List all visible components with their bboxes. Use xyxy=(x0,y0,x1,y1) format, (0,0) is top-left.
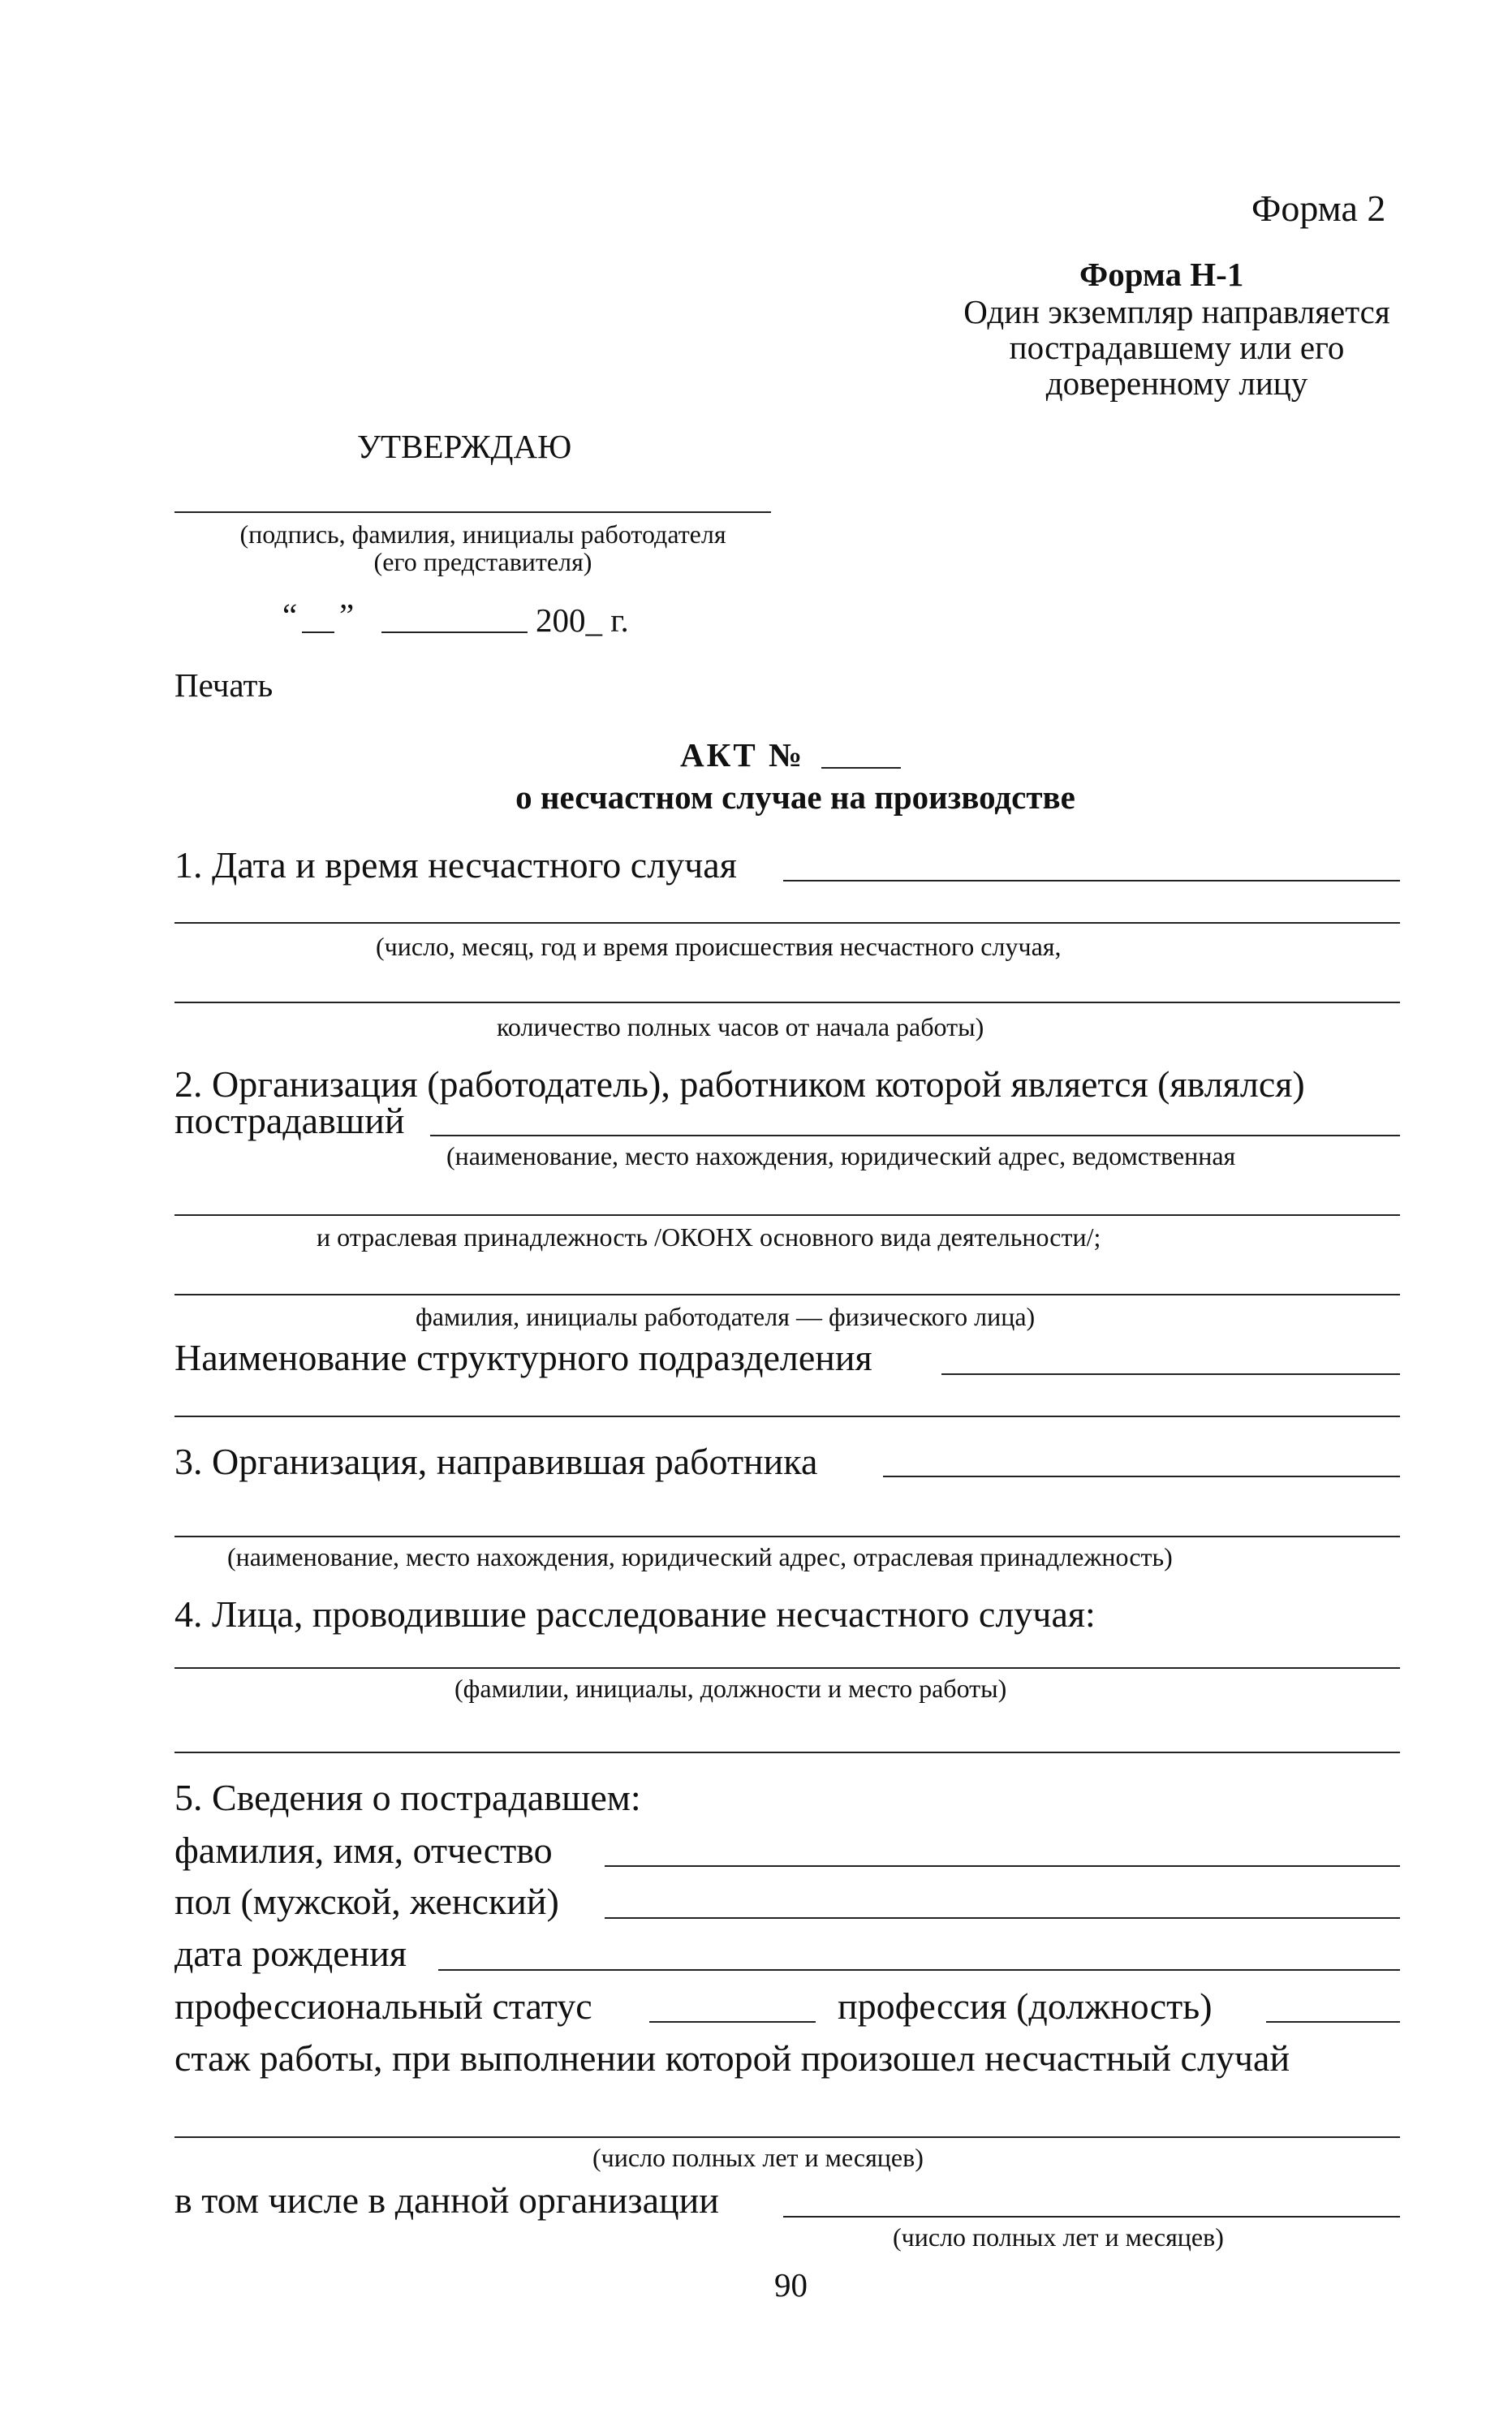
sex-field[interactable] xyxy=(605,1917,1400,1919)
section-2-line-3[interactable] xyxy=(174,1294,1400,1295)
birth-date-label: дата рождения xyxy=(174,1933,407,1974)
section-1-label: 1. Дата и время несчастного случая xyxy=(174,844,737,886)
section-4-line-2[interactable] xyxy=(174,1752,1400,1753)
section-1-field[interactable] xyxy=(783,880,1400,881)
section-4-label: 4. Лица, проводившие расследование несчастного случая: xyxy=(174,1593,1096,1635)
section-1-line-3[interactable] xyxy=(174,1002,1400,1003)
experience-field[interactable] xyxy=(174,2136,1400,2138)
act-subtitle: о несчастном случае на производстве xyxy=(515,778,1075,816)
section-1-line-2[interactable] xyxy=(174,922,1400,924)
form-number: Форма 2 xyxy=(1251,187,1386,229)
date-month-blank[interactable] xyxy=(381,631,528,633)
section-5-label: 5. Сведения о пострадавшем: xyxy=(174,1777,641,1818)
copy-note-line-3: доверенному лицу xyxy=(1045,364,1308,402)
structural-unit-field[interactable] xyxy=(941,1373,1400,1375)
section-2-label-2: пострадавший xyxy=(174,1100,405,1141)
birth-date-field[interactable] xyxy=(438,1969,1400,1971)
approve-heading: УТВЕРЖДАЮ xyxy=(357,428,572,465)
signature-line[interactable] xyxy=(174,511,771,513)
signature-caption-1: (подпись, фамилия, инициалы работодателя xyxy=(239,519,726,549)
full-name-field[interactable] xyxy=(605,1865,1400,1867)
structural-unit-label: Наименование структурного подразделения xyxy=(174,1337,872,1378)
date-close-quote: ” xyxy=(339,597,355,634)
section-3-field[interactable] xyxy=(883,1476,1400,1477)
structural-unit-line-2[interactable] xyxy=(174,1416,1400,1417)
section-2-hint-3: фамилия, инициалы работодателя — физического лица) xyxy=(416,1302,1036,1331)
date-year: 200_ г. xyxy=(536,601,629,639)
seal-label: Печать xyxy=(174,666,274,704)
in-organization-field[interactable] xyxy=(783,2216,1400,2218)
copy-note-line-1: Один экземпляр направляется xyxy=(963,293,1390,330)
form-code: Форма Н-1 xyxy=(1079,256,1244,293)
act-title: АКТ № xyxy=(680,736,805,774)
section-1-hint-1: (число, месяц, год и время происшествия несчастного случая, xyxy=(376,932,1062,961)
professional-status-field[interactable] xyxy=(649,2021,816,2023)
date-open-quote: “ xyxy=(282,597,298,634)
section-3-label: 3. Организация, направившая работника xyxy=(174,1441,818,1482)
section-2-line-2[interactable] xyxy=(174,1214,1400,1216)
in-organization-hint: (число полных лет и месяцев) xyxy=(893,2222,1224,2252)
section-2-hint-1: (наименование, место нахождения, юридический адрес, ведомственная xyxy=(446,1141,1236,1170)
date-day-blank[interactable] xyxy=(302,631,334,633)
profession-field[interactable] xyxy=(1266,2021,1400,2023)
section-2-field[interactable] xyxy=(430,1135,1400,1136)
section-2-hint-2: и отраслевая принадлежность /ОКОНХ основного вида деятельности/; xyxy=(317,1222,1101,1252)
section-2-label: 2. Организация (работодатель), работником которой является (являлся) xyxy=(174,1063,1305,1105)
section-3-hint: (наименование, место нахождения, юридический адрес, отраслевая принадлежность) xyxy=(227,1542,1173,1571)
profession-label: профессия (должность) xyxy=(838,1985,1213,2027)
section-3-line-2[interactable] xyxy=(174,1536,1400,1537)
page-number: 90 xyxy=(774,2266,808,2304)
section-1-hint-2: количество полных часов от начала работы) xyxy=(497,1012,984,1041)
section-4-field[interactable] xyxy=(174,1667,1400,1669)
sex-label: пол (мужской, женский) xyxy=(174,1881,559,1922)
signature-caption-2: (его представителя) xyxy=(373,547,592,576)
full-name-label: фамилия, имя, отчество xyxy=(174,1830,553,1871)
experience-hint: (число полных лет и месяцев) xyxy=(592,2143,924,2172)
in-organization-label: в том числе в данной организации xyxy=(174,2179,719,2221)
experience-label: стаж работы, при выполнении которой произошел несчастный случай xyxy=(174,2037,1290,2079)
professional-status-label: профессиональный статус xyxy=(174,1985,592,2027)
copy-note-line-2: пострадавшему или его xyxy=(1009,329,1345,366)
act-number-blank[interactable] xyxy=(821,767,901,769)
section-4-hint: (фамилии, инициалы, должности и место работы) xyxy=(454,1674,1007,1703)
